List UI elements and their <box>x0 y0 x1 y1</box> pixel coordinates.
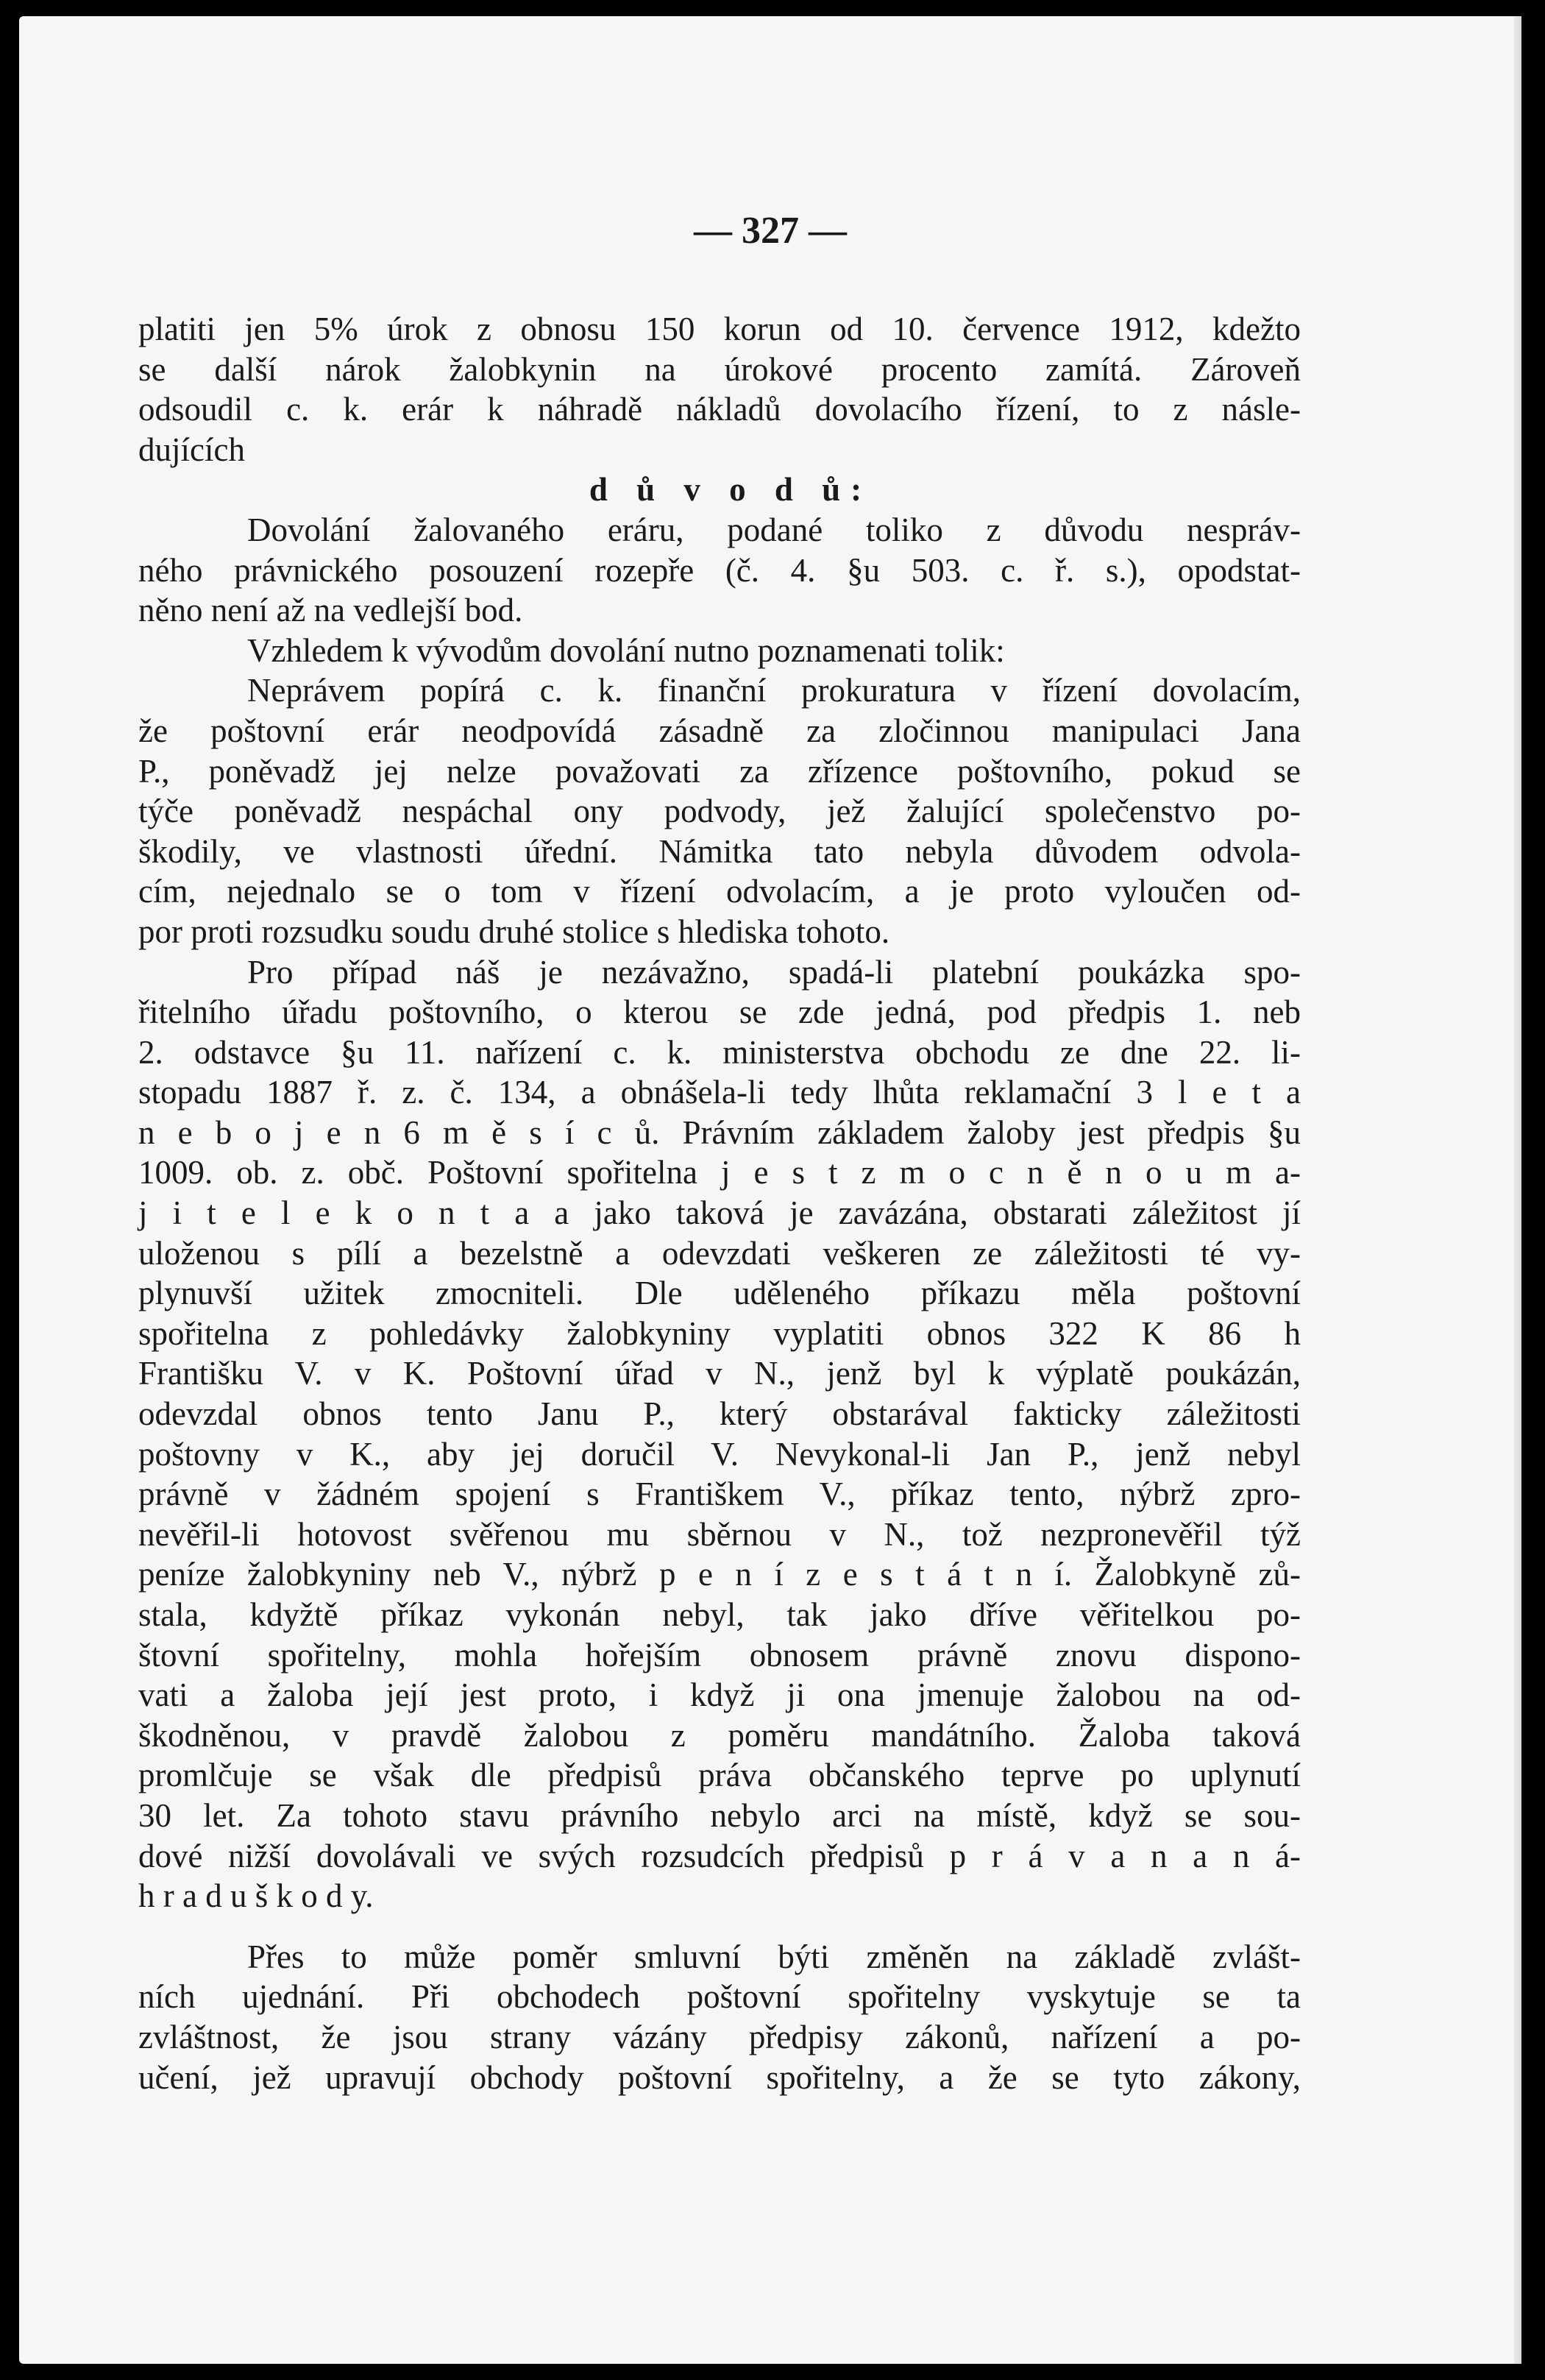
text-line: 2. odstavce §u 11. nařízení c. k. ministerstva obchodu ze dne 22. li- <box>138 1033 1301 1071</box>
text-line: odsoudil c. k. erár k náhradě nákladů dovolacího řízení, to z násle- <box>138 391 1301 428</box>
text-line: h r a d u š k o d y. <box>138 1877 374 1915</box>
page-text <box>138 309 1301 2097</box>
text-line: že poštovní erár neodpovídá zásadně za zločinnou manipulaci Jana <box>138 712 1301 749</box>
text-line: promlčuje se však dle předpisů práva občanského teprve po uplynutí <box>138 1757 1301 1794</box>
text-line: zvláštnost, že jsou strany vázány předpisy zákonů, nařízení a po- <box>138 2018 1301 2055</box>
text-line: učení, jež upravují obchody poštovní spořitelny, a že se tyto zákony, <box>138 2058 1301 2096</box>
text-line: ného právnického posouzení rozepře (č. 4. §u 503. c. ř. s.), opodstat- <box>138 551 1301 589</box>
text-line: právně v žádném spojení s Františkem V., příkaz tento, nýbrž zpro- <box>138 1476 1301 1513</box>
text-line: vati a žaloba její jest proto, i když ji ona jmenuje žalobou na od- <box>138 1676 1301 1714</box>
text-line: por proti rozsudku soudu druhé stolice s hlediska tohoto. <box>138 913 890 950</box>
text-line: se další nárok žalobkynin na úrokové procento zamítá. Zároveň <box>138 350 1301 388</box>
text-line: dové nižší dovolávali ve svých rozsudcích předpisů p r á v a n a n á- <box>138 1837 1301 1874</box>
text-line: týče poněvadž nespáchal ony podvody, jež žalující společenstvo po- <box>138 793 1301 830</box>
text-line: škodněnou, v pravdě žalobou z poměru mandátního. Žaloba taková <box>138 1716 1301 1754</box>
text-line: cím, nejednalo se o tom v řízení odvolacím, a je proto vyloučen od- <box>138 873 1301 910</box>
text-line: řitelního úřadu poštovního, o kterou se zde jedná, pod předpis 1. neb <box>138 994 1301 1031</box>
book-page <box>19 16 1521 2364</box>
text-line: plynuvší užitek zmocniteli. Dle uděleného příkazu měla poštovní <box>138 1275 1301 1312</box>
text-line: stopadu 1887 ř. z. č. 134, a obnášela-li tedy lhůta reklamační 3 l e t a <box>138 1074 1301 1111</box>
text-line: 30 let. Za tohoto stavu právního nebylo arci na místě, když se sou- <box>138 1796 1301 1834</box>
text-line: spořitelna z pohledávky žalobkyniny vyplatiti obnos 322 K 86 h <box>138 1314 1301 1352</box>
text-line: uloženou s pílí a bezelstně a odevzdati veškeren ze záležitosti té vy- <box>138 1234 1301 1272</box>
text-line: 1009. ob. z. obč. Poštovní spořitelna j e s t z m o c n ě n o u m a- <box>138 1154 1301 1191</box>
text-line: Pro případ náš je nezávažno, spadá-li platební poukázka spo- <box>247 953 1301 991</box>
page-number: — 327 — <box>694 210 847 252</box>
text-line: P., poněvadž jej nelze považovati za zřízence poštovního, pokud se <box>138 752 1301 790</box>
text-line: odevzdal obnos tento Janu P., který obstarával fakticky záležitosti <box>138 1395 1301 1433</box>
text-line: peníze žalobkyniny neb V., nýbrž p e n í z e s t á t n í. Žalobkyně zů- <box>138 1556 1301 1593</box>
text-line: j i t e l e k o n t a a jako taková je zavázána, obstarati záležitost jí <box>138 1194 1301 1232</box>
text-line: platiti jen 5% úrok z obnosu 150 korun od 10. července 1912, kdežto <box>138 311 1301 347</box>
text-line: Přes to může poměr smluvní býti změněn na základě zvlášt- <box>247 1938 1301 1975</box>
text-line: štovní spořitelny, mohla hořejším obnosem právně znovu dispono- <box>138 1636 1301 1674</box>
text-line: Dovolání žalovaného eráru, podané toliko z důvodu nespráv- <box>247 511 1301 548</box>
text-line: Františku V. v K. Poštovní úřad v N., jenž byl k výplatě poukázán, <box>138 1355 1301 1392</box>
section-heading: d ů v o d ů: <box>589 471 873 509</box>
text-line: něno není až na vedlejší bod. <box>138 592 523 629</box>
text-line: poštovny v K., aby jej doručil V. Nevykonal-li Jan P., jenž nebyl <box>138 1435 1301 1473</box>
text-line: ních ujednání. Při obchodech poštovní spořitelny vyskytuje se ta <box>138 1978 1301 2016</box>
page-edge <box>1514 16 1521 2364</box>
text-line: nevěřil-li hotovost svěřenou mu sběrnou v N., tož nezpronevěřil týž <box>138 1515 1301 1553</box>
text-line: stala, kdyžtě příkaz vykonán nebyl, tak jako dříve věřitelkou po- <box>138 1596 1301 1633</box>
text-line: Vzhledem k vývodům dovolání nutno poznamenati tolik: <box>247 631 1005 669</box>
text-line: Neprávem popírá c. k. finanční prokuratura v řízení dovolacím, <box>247 672 1301 709</box>
text-line: n e b o j e n 6 m ě s í c ů. Právním základem žaloby jest předpis §u <box>138 1113 1301 1151</box>
text-line: škodily, ve vlastnosti úřední. Námitka tato nebyla důvodem odvola- <box>138 832 1301 870</box>
text-line: dujících <box>138 431 245 468</box>
